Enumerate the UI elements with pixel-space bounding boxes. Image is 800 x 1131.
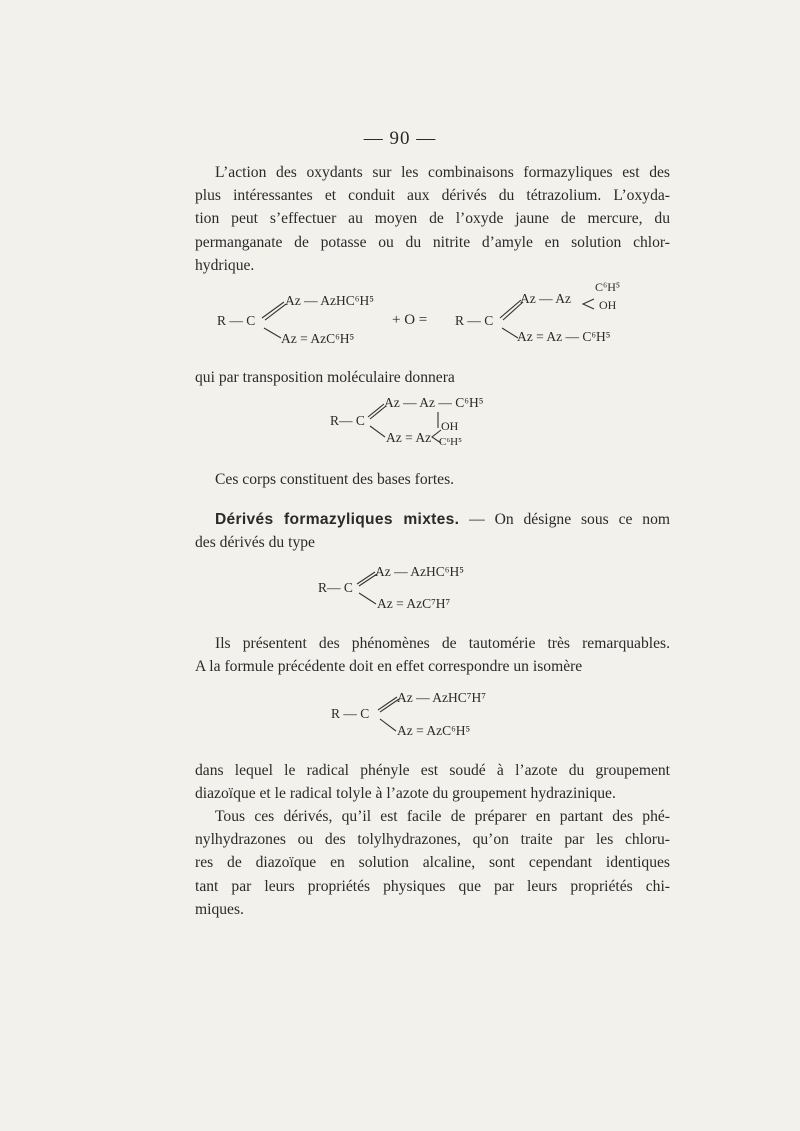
formula-bottom: Az = AzC⁷H⁷ (377, 596, 451, 611)
text-line: Ils présentent des phénomènes de tautomérie très remarquables. (215, 635, 670, 652)
formula-left-top: Az — AzHC⁶H⁵ (285, 293, 374, 308)
paragraph-isomer-description (195, 759, 670, 805)
formula-right-top: Az — Az (520, 291, 571, 306)
formula-r-right: R — C (455, 313, 494, 328)
paragraph-transposition (195, 366, 670, 389)
text-line: Ces corps constituent des bases fortes. (215, 471, 455, 488)
text-line: plus intéressantes et conduit aux dérivés du tétrazolium. L’oxyda- (195, 187, 670, 205)
paragraph-bases (195, 468, 670, 491)
page-number: — 90 — (363, 128, 437, 149)
formula-r-left: R — C (217, 313, 256, 328)
paragraph-preparation (195, 805, 670, 921)
text-line: tant par leurs propriétés physiques que par leurs propriétés chi- (195, 877, 670, 895)
text-line (195, 508, 670, 531)
text-line: des dérivés du type (195, 534, 315, 552)
text-line: permanganate de potasse ou du nitrite d’amyle en solution chlor- (195, 233, 670, 251)
text-line: diazoïque et le radical tolyle à l’azote du groupement hydrazinique. (195, 785, 616, 803)
text-line: Tous ces dérivés, qu’il est facile de préparer en partant des phé- (215, 808, 670, 825)
formula-top: Az — AzHC⁶H⁵ (375, 564, 464, 579)
formula-top: Az — AzHC⁷H⁷ (397, 690, 486, 705)
text-line: res de diazoïque en solution alcaline, sont cependant identiques (195, 854, 670, 872)
formula-left-bottom: Az = AzC⁶H⁵ (281, 331, 355, 346)
formula-plus-equals: + O = (392, 312, 428, 328)
formula-sub-oh: OH (441, 419, 459, 433)
formula-top: Az — Az — C⁶H⁵ (384, 395, 484, 410)
section-heading: Dérivés formazyliques mixtes. (215, 511, 460, 528)
text-line: qui par transposition moléculaire donnera (195, 369, 455, 386)
formula-right-sub1: C⁶H⁵ (595, 280, 621, 294)
paragraph-tautomerism (195, 632, 670, 678)
paragraph-mixed-derivatives (195, 508, 670, 554)
text-line: dans lequel le radical phényle est soudé à l’azote du groupement (195, 762, 670, 779)
text-line: hydrique. (195, 256, 255, 274)
formula-sub-phenyl: C⁶H⁵ (439, 436, 462, 448)
text-line: nylhydrazones ou des tolylhydrazones, qu’on traite par les chloru- (195, 831, 670, 849)
text-line: miques. (195, 900, 244, 918)
formula-bottom: Az = AzC⁶H⁵ (397, 723, 471, 738)
formula-right-bottom: Az = Az — C⁶H⁵ (517, 329, 611, 344)
text-line: tion peut s’effectuer au moyen de l’oxyde jaune de mercure, du (195, 210, 670, 228)
formula-r: R— C (330, 413, 365, 428)
heading-continuation: — On désigne sous ce nom (459, 511, 671, 528)
formula-right-sub2: OH (599, 298, 617, 312)
formula-r: R — C (331, 706, 370, 721)
text-line: L’action des oxydants sur les combinaisons formazyliques est des (215, 164, 670, 181)
formula-bottom: Az = Az (386, 430, 432, 445)
formula-r: R— C (318, 580, 353, 595)
text-line: A la formule précédente doit en effet correspondre un isomère (195, 658, 583, 676)
paragraph-intro (195, 161, 670, 277)
